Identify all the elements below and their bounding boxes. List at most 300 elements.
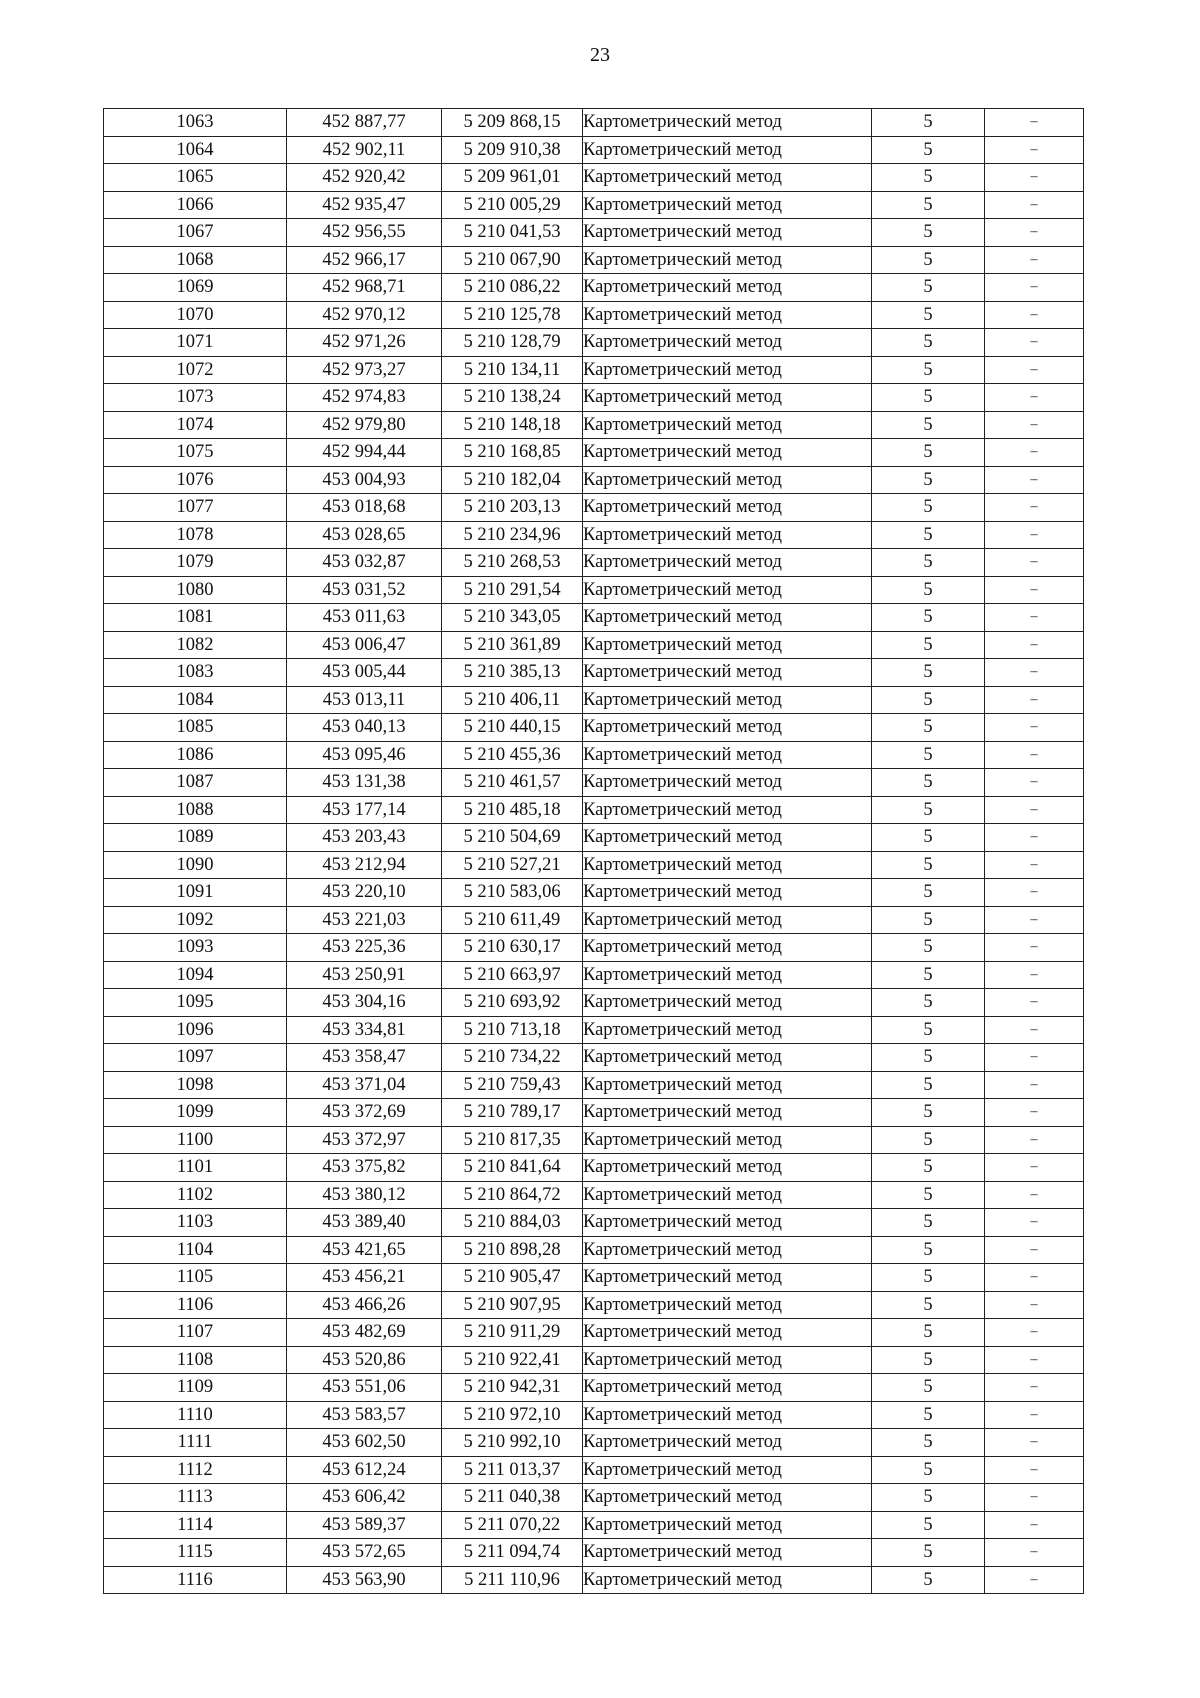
method-cell: Картометрический метод (583, 1209, 872, 1237)
note-cell: – (985, 824, 1084, 852)
note-cell: – (985, 384, 1084, 412)
y-coordinate-cell: 5 211 040,38 (442, 1484, 583, 1512)
point-number-cell: 1083 (104, 659, 287, 687)
table-row (104, 1264, 1084, 1292)
y-coordinate-cell: 5 210 907,95 (442, 1291, 583, 1319)
x-coordinate-cell: 453 380,12 (287, 1181, 442, 1209)
point-number-cell: 1115 (104, 1539, 287, 1567)
point-number-cell: 1071 (104, 329, 287, 357)
accuracy-cell: 5 (872, 631, 985, 659)
y-coordinate-cell: 5 210 841,64 (442, 1154, 583, 1182)
x-coordinate-cell: 453 572,65 (287, 1539, 442, 1567)
x-coordinate-cell: 453 221,03 (287, 906, 442, 934)
y-coordinate-cell: 5 210 527,21 (442, 851, 583, 879)
method-cell: Картометрический метод (583, 356, 872, 384)
x-coordinate-cell: 453 203,43 (287, 824, 442, 852)
y-coordinate-cell: 5 210 343,05 (442, 604, 583, 632)
method-cell: Картометрический метод (583, 109, 872, 137)
accuracy-cell: 5 (872, 494, 985, 522)
x-coordinate-cell: 453 304,16 (287, 989, 442, 1017)
table-row (104, 796, 1084, 824)
table-row (104, 1484, 1084, 1512)
point-number-cell: 1066 (104, 191, 287, 219)
method-cell: Картометрический метод (583, 164, 872, 192)
point-number-cell: 1105 (104, 1264, 287, 1292)
point-number-cell: 1104 (104, 1236, 287, 1264)
x-coordinate-cell: 453 482,69 (287, 1319, 442, 1347)
point-number-cell: 1097 (104, 1044, 287, 1072)
table-row (104, 1511, 1084, 1539)
note-cell: – (985, 1126, 1084, 1154)
method-cell: Картометрический метод (583, 246, 872, 274)
table-row (104, 439, 1084, 467)
point-number-cell: 1098 (104, 1071, 287, 1099)
table-row (104, 659, 1084, 687)
y-coordinate-cell: 5 209 961,01 (442, 164, 583, 192)
note-cell: – (985, 576, 1084, 604)
note-cell: – (985, 1181, 1084, 1209)
x-coordinate-cell: 453 371,04 (287, 1071, 442, 1099)
table-row (104, 219, 1084, 247)
point-number-cell: 1107 (104, 1319, 287, 1347)
method-cell: Картометрический метод (583, 824, 872, 852)
accuracy-cell: 5 (872, 274, 985, 302)
accuracy-cell: 5 (872, 604, 985, 632)
point-number-cell: 1081 (104, 604, 287, 632)
x-coordinate-cell: 453 421,65 (287, 1236, 442, 1264)
point-number-cell: 1108 (104, 1346, 287, 1374)
point-number-cell: 1082 (104, 631, 287, 659)
x-coordinate-cell: 452 971,26 (287, 329, 442, 357)
method-cell: Картометрический метод (583, 521, 872, 549)
table-row (104, 906, 1084, 934)
method-cell: Картометрический метод (583, 631, 872, 659)
point-number-cell: 1069 (104, 274, 287, 302)
accuracy-cell: 5 (872, 576, 985, 604)
y-coordinate-cell: 5 210 182,04 (442, 466, 583, 494)
x-coordinate-cell: 453 589,37 (287, 1511, 442, 1539)
method-cell: Картометрический метод (583, 906, 872, 934)
y-coordinate-cell: 5 210 884,03 (442, 1209, 583, 1237)
method-cell: Картометрический метод (583, 439, 872, 467)
point-number-cell: 1086 (104, 741, 287, 769)
table-row (104, 851, 1084, 879)
x-coordinate-cell: 453 028,65 (287, 521, 442, 549)
table-row (104, 1126, 1084, 1154)
note-cell: – (985, 549, 1084, 577)
table-row (104, 1539, 1084, 1567)
accuracy-cell: 5 (872, 1429, 985, 1457)
x-coordinate-cell: 453 004,93 (287, 466, 442, 494)
method-cell: Картометрический метод (583, 1126, 872, 1154)
x-coordinate-cell: 453 466,26 (287, 1291, 442, 1319)
point-number-cell: 1091 (104, 879, 287, 907)
accuracy-cell: 5 (872, 439, 985, 467)
y-coordinate-cell: 5 210 168,85 (442, 439, 583, 467)
table-row (104, 686, 1084, 714)
y-coordinate-cell: 5 210 972,10 (442, 1401, 583, 1429)
y-coordinate-cell: 5 210 125,78 (442, 301, 583, 329)
accuracy-cell: 5 (872, 851, 985, 879)
accuracy-cell: 5 (872, 879, 985, 907)
method-cell: Картометрический метод (583, 741, 872, 769)
note-cell: – (985, 961, 1084, 989)
x-coordinate-cell: 453 131,38 (287, 769, 442, 797)
y-coordinate-cell: 5 210 134,11 (442, 356, 583, 384)
accuracy-cell: 5 (872, 934, 985, 962)
accuracy-cell: 5 (872, 1016, 985, 1044)
point-number-cell: 1092 (104, 906, 287, 934)
y-coordinate-cell: 5 210 291,54 (442, 576, 583, 604)
point-number-cell: 1080 (104, 576, 287, 604)
x-coordinate-cell: 452 979,80 (287, 411, 442, 439)
accuracy-cell: 5 (872, 741, 985, 769)
table-row (104, 1456, 1084, 1484)
method-cell: Картометрический метод (583, 961, 872, 989)
table-row (104, 521, 1084, 549)
table-row (104, 714, 1084, 742)
method-cell: Картометрический метод (583, 879, 872, 907)
point-number-cell: 1090 (104, 851, 287, 879)
table-row (104, 246, 1084, 274)
accuracy-cell: 5 (872, 1071, 985, 1099)
method-cell: Картометрический метод (583, 576, 872, 604)
accuracy-cell: 5 (872, 521, 985, 549)
note-cell: – (985, 1566, 1084, 1594)
accuracy-cell: 5 (872, 1209, 985, 1237)
note-cell: – (985, 136, 1084, 164)
x-coordinate-cell: 452 956,55 (287, 219, 442, 247)
point-number-cell: 1101 (104, 1154, 287, 1182)
table-row (104, 1181, 1084, 1209)
accuracy-cell: 5 (872, 109, 985, 137)
table-row (104, 1566, 1084, 1594)
accuracy-cell: 5 (872, 1291, 985, 1319)
method-cell: Картометрический метод (583, 989, 872, 1017)
table-row (104, 604, 1084, 632)
note-cell: – (985, 879, 1084, 907)
note-cell: – (985, 1236, 1084, 1264)
note-cell: – (985, 1291, 1084, 1319)
method-cell: Картометрический метод (583, 466, 872, 494)
point-number-cell: 1064 (104, 136, 287, 164)
method-cell: Картометрический метод (583, 1319, 872, 1347)
accuracy-cell: 5 (872, 1401, 985, 1429)
y-coordinate-cell: 5 210 234,96 (442, 521, 583, 549)
y-coordinate-cell: 5 210 734,22 (442, 1044, 583, 1072)
x-coordinate-cell: 453 520,86 (287, 1346, 442, 1374)
method-cell: Картометрический метод (583, 1291, 872, 1319)
y-coordinate-cell: 5 211 094,74 (442, 1539, 583, 1567)
accuracy-cell: 5 (872, 1566, 985, 1594)
x-coordinate-cell: 452 974,83 (287, 384, 442, 412)
table-row (104, 274, 1084, 302)
x-coordinate-cell: 453 018,68 (287, 494, 442, 522)
method-cell: Картометрический метод (583, 1539, 872, 1567)
accuracy-cell: 5 (872, 466, 985, 494)
point-number-cell: 1094 (104, 961, 287, 989)
method-cell: Картометрический метод (583, 1429, 872, 1457)
note-cell: – (985, 329, 1084, 357)
x-coordinate-cell: 453 372,69 (287, 1099, 442, 1127)
note-cell: – (985, 274, 1084, 302)
accuracy-cell: 5 (872, 356, 985, 384)
table-row (104, 1099, 1084, 1127)
method-cell: Картометрический метод (583, 1264, 872, 1292)
y-coordinate-cell: 5 211 070,22 (442, 1511, 583, 1539)
method-cell: Картометрический метод (583, 136, 872, 164)
table-row (104, 1154, 1084, 1182)
note-cell: – (985, 164, 1084, 192)
y-coordinate-cell: 5 210 067,90 (442, 246, 583, 274)
method-cell: Картометрический метод (583, 329, 872, 357)
accuracy-cell: 5 (872, 1511, 985, 1539)
note-cell: – (985, 1374, 1084, 1402)
table-row (104, 329, 1084, 357)
method-cell: Картометрический метод (583, 1374, 872, 1402)
x-coordinate-cell: 453 602,50 (287, 1429, 442, 1457)
note-cell: – (985, 1319, 1084, 1347)
y-coordinate-cell: 5 210 086,22 (442, 274, 583, 302)
point-number-cell: 1102 (104, 1181, 287, 1209)
note-cell: – (985, 769, 1084, 797)
note-cell: – (985, 906, 1084, 934)
table-row (104, 136, 1084, 164)
x-coordinate-cell: 453 095,46 (287, 741, 442, 769)
y-coordinate-cell: 5 209 868,15 (442, 109, 583, 137)
note-cell: – (985, 1484, 1084, 1512)
point-number-cell: 1116 (104, 1566, 287, 1594)
table-row (104, 1236, 1084, 1264)
point-number-cell: 1065 (104, 164, 287, 192)
note-cell: – (985, 219, 1084, 247)
x-coordinate-cell: 452 973,27 (287, 356, 442, 384)
x-coordinate-cell: 453 606,42 (287, 1484, 442, 1512)
accuracy-cell: 5 (872, 301, 985, 329)
point-number-cell: 1073 (104, 384, 287, 412)
x-coordinate-cell: 452 994,44 (287, 439, 442, 467)
table-row (104, 879, 1084, 907)
point-number-cell: 1095 (104, 989, 287, 1017)
point-number-cell: 1075 (104, 439, 287, 467)
y-coordinate-cell: 5 210 041,53 (442, 219, 583, 247)
table-row (104, 411, 1084, 439)
accuracy-cell: 5 (872, 1099, 985, 1127)
note-cell: – (985, 1016, 1084, 1044)
note-cell: – (985, 1154, 1084, 1182)
note-cell: – (985, 1401, 1084, 1429)
note-cell: – (985, 1099, 1084, 1127)
method-cell: Картометрический метод (583, 686, 872, 714)
table-row (104, 494, 1084, 522)
x-coordinate-cell: 452 887,77 (287, 109, 442, 137)
y-coordinate-cell: 5 210 713,18 (442, 1016, 583, 1044)
accuracy-cell: 5 (872, 1456, 985, 1484)
x-coordinate-cell: 453 005,44 (287, 659, 442, 687)
y-coordinate-cell: 5 210 898,28 (442, 1236, 583, 1264)
point-number-cell: 1089 (104, 824, 287, 852)
note-cell: – (985, 989, 1084, 1017)
point-number-cell: 1113 (104, 1484, 287, 1512)
method-cell: Картометрический метод (583, 301, 872, 329)
table-row (104, 109, 1084, 137)
x-coordinate-cell: 453 551,06 (287, 1374, 442, 1402)
point-number-cell: 1074 (104, 411, 287, 439)
table-row (104, 1374, 1084, 1402)
x-coordinate-cell: 452 902,11 (287, 136, 442, 164)
method-cell: Картометрический метод (583, 604, 872, 632)
method-cell: Картометрический метод (583, 191, 872, 219)
method-cell: Картометрический метод (583, 1154, 872, 1182)
table-row (104, 1016, 1084, 1044)
note-cell: – (985, 521, 1084, 549)
y-coordinate-cell: 5 210 128,79 (442, 329, 583, 357)
x-coordinate-cell: 453 456,21 (287, 1264, 442, 1292)
accuracy-cell: 5 (872, 714, 985, 742)
table-row (104, 824, 1084, 852)
y-coordinate-cell: 5 210 203,13 (442, 494, 583, 522)
y-coordinate-cell: 5 210 611,49 (442, 906, 583, 934)
y-coordinate-cell: 5 210 268,53 (442, 549, 583, 577)
x-coordinate-cell: 452 970,12 (287, 301, 442, 329)
accuracy-cell: 5 (872, 164, 985, 192)
note-cell: – (985, 439, 1084, 467)
y-coordinate-cell: 5 210 905,47 (442, 1264, 583, 1292)
table-row (104, 934, 1084, 962)
accuracy-cell: 5 (872, 1181, 985, 1209)
point-number-cell: 1079 (104, 549, 287, 577)
point-number-cell: 1068 (104, 246, 287, 274)
page-number: 23 (590, 44, 610, 66)
table-row (104, 576, 1084, 604)
point-number-cell: 1111 (104, 1429, 287, 1457)
method-cell: Картометрический метод (583, 1236, 872, 1264)
method-cell: Картометрический метод (583, 1456, 872, 1484)
y-coordinate-cell: 5 210 630,17 (442, 934, 583, 962)
y-coordinate-cell: 5 210 455,36 (442, 741, 583, 769)
note-cell: – (985, 1209, 1084, 1237)
table-row (104, 1044, 1084, 1072)
method-cell: Картометрический метод (583, 274, 872, 302)
y-coordinate-cell: 5 209 910,38 (442, 136, 583, 164)
note-cell: – (985, 1429, 1084, 1457)
accuracy-cell: 5 (872, 1539, 985, 1567)
note-cell: – (985, 604, 1084, 632)
note-cell: – (985, 1071, 1084, 1099)
accuracy-cell: 5 (872, 1484, 985, 1512)
accuracy-cell: 5 (872, 411, 985, 439)
x-coordinate-cell: 453 212,94 (287, 851, 442, 879)
note-cell: – (985, 1456, 1084, 1484)
x-coordinate-cell: 453 032,87 (287, 549, 442, 577)
y-coordinate-cell: 5 210 138,24 (442, 384, 583, 412)
method-cell: Картометрический метод (583, 1566, 872, 1594)
y-coordinate-cell: 5 210 817,35 (442, 1126, 583, 1154)
table-row (104, 384, 1084, 412)
y-coordinate-cell: 5 210 942,31 (442, 1374, 583, 1402)
method-cell: Картометрический метод (583, 1071, 872, 1099)
accuracy-cell: 5 (872, 796, 985, 824)
y-coordinate-cell: 5 210 461,57 (442, 769, 583, 797)
x-coordinate-cell: 452 968,71 (287, 274, 442, 302)
x-coordinate-cell: 453 372,97 (287, 1126, 442, 1154)
y-coordinate-cell: 5 210 485,18 (442, 796, 583, 824)
x-coordinate-cell: 452 935,47 (287, 191, 442, 219)
accuracy-cell: 5 (872, 989, 985, 1017)
note-cell: – (985, 1511, 1084, 1539)
method-cell: Картометрический метод (583, 384, 872, 412)
y-coordinate-cell: 5 210 005,29 (442, 191, 583, 219)
table-row (104, 1319, 1084, 1347)
table-row (104, 741, 1084, 769)
table-row (104, 466, 1084, 494)
point-number-cell: 1112 (104, 1456, 287, 1484)
method-cell: Картометрический метод (583, 494, 872, 522)
accuracy-cell: 5 (872, 1264, 985, 1292)
method-cell: Картометрический метод (583, 1099, 872, 1127)
y-coordinate-cell: 5 211 013,37 (442, 1456, 583, 1484)
point-number-cell: 1106 (104, 1291, 287, 1319)
note-cell: – (985, 796, 1084, 824)
point-number-cell: 1103 (104, 1209, 287, 1237)
accuracy-cell: 5 (872, 329, 985, 357)
x-coordinate-cell: 453 375,82 (287, 1154, 442, 1182)
x-coordinate-cell: 453 250,91 (287, 961, 442, 989)
coordinates-table (103, 108, 1084, 1594)
y-coordinate-cell: 5 210 992,10 (442, 1429, 583, 1457)
method-cell: Картометрический метод (583, 1016, 872, 1044)
x-coordinate-cell: 453 225,36 (287, 934, 442, 962)
accuracy-cell: 5 (872, 1236, 985, 1264)
x-coordinate-cell: 452 920,42 (287, 164, 442, 192)
point-number-cell: 1084 (104, 686, 287, 714)
point-number-cell: 1076 (104, 466, 287, 494)
table-row (104, 1401, 1084, 1429)
point-number-cell: 1096 (104, 1016, 287, 1044)
note-cell: – (985, 1044, 1084, 1072)
accuracy-cell: 5 (872, 1374, 985, 1402)
y-coordinate-cell: 5 210 406,11 (442, 686, 583, 714)
point-number-cell: 1109 (104, 1374, 287, 1402)
accuracy-cell: 5 (872, 824, 985, 852)
note-cell: – (985, 686, 1084, 714)
x-coordinate-cell: 453 612,24 (287, 1456, 442, 1484)
note-cell: – (985, 109, 1084, 137)
x-coordinate-cell: 453 334,81 (287, 1016, 442, 1044)
point-number-cell: 1087 (104, 769, 287, 797)
point-number-cell: 1100 (104, 1126, 287, 1154)
y-coordinate-cell: 5 210 789,17 (442, 1099, 583, 1127)
y-coordinate-cell: 5 210 663,97 (442, 961, 583, 989)
table-row (104, 164, 1084, 192)
x-coordinate-cell: 453 358,47 (287, 1044, 442, 1072)
x-coordinate-cell: 453 177,14 (287, 796, 442, 824)
accuracy-cell: 5 (872, 136, 985, 164)
accuracy-cell: 5 (872, 1154, 985, 1182)
x-coordinate-cell: 453 031,52 (287, 576, 442, 604)
method-cell: Картометрический метод (583, 851, 872, 879)
accuracy-cell: 5 (872, 906, 985, 934)
table-row (104, 961, 1084, 989)
method-cell: Картометрический метод (583, 934, 872, 962)
note-cell: – (985, 631, 1084, 659)
y-coordinate-cell: 5 211 110,96 (442, 1566, 583, 1594)
table-row (104, 1429, 1084, 1457)
note-cell: – (985, 466, 1084, 494)
table-row (104, 989, 1084, 1017)
accuracy-cell: 5 (872, 769, 985, 797)
method-cell: Картометрический метод (583, 1044, 872, 1072)
